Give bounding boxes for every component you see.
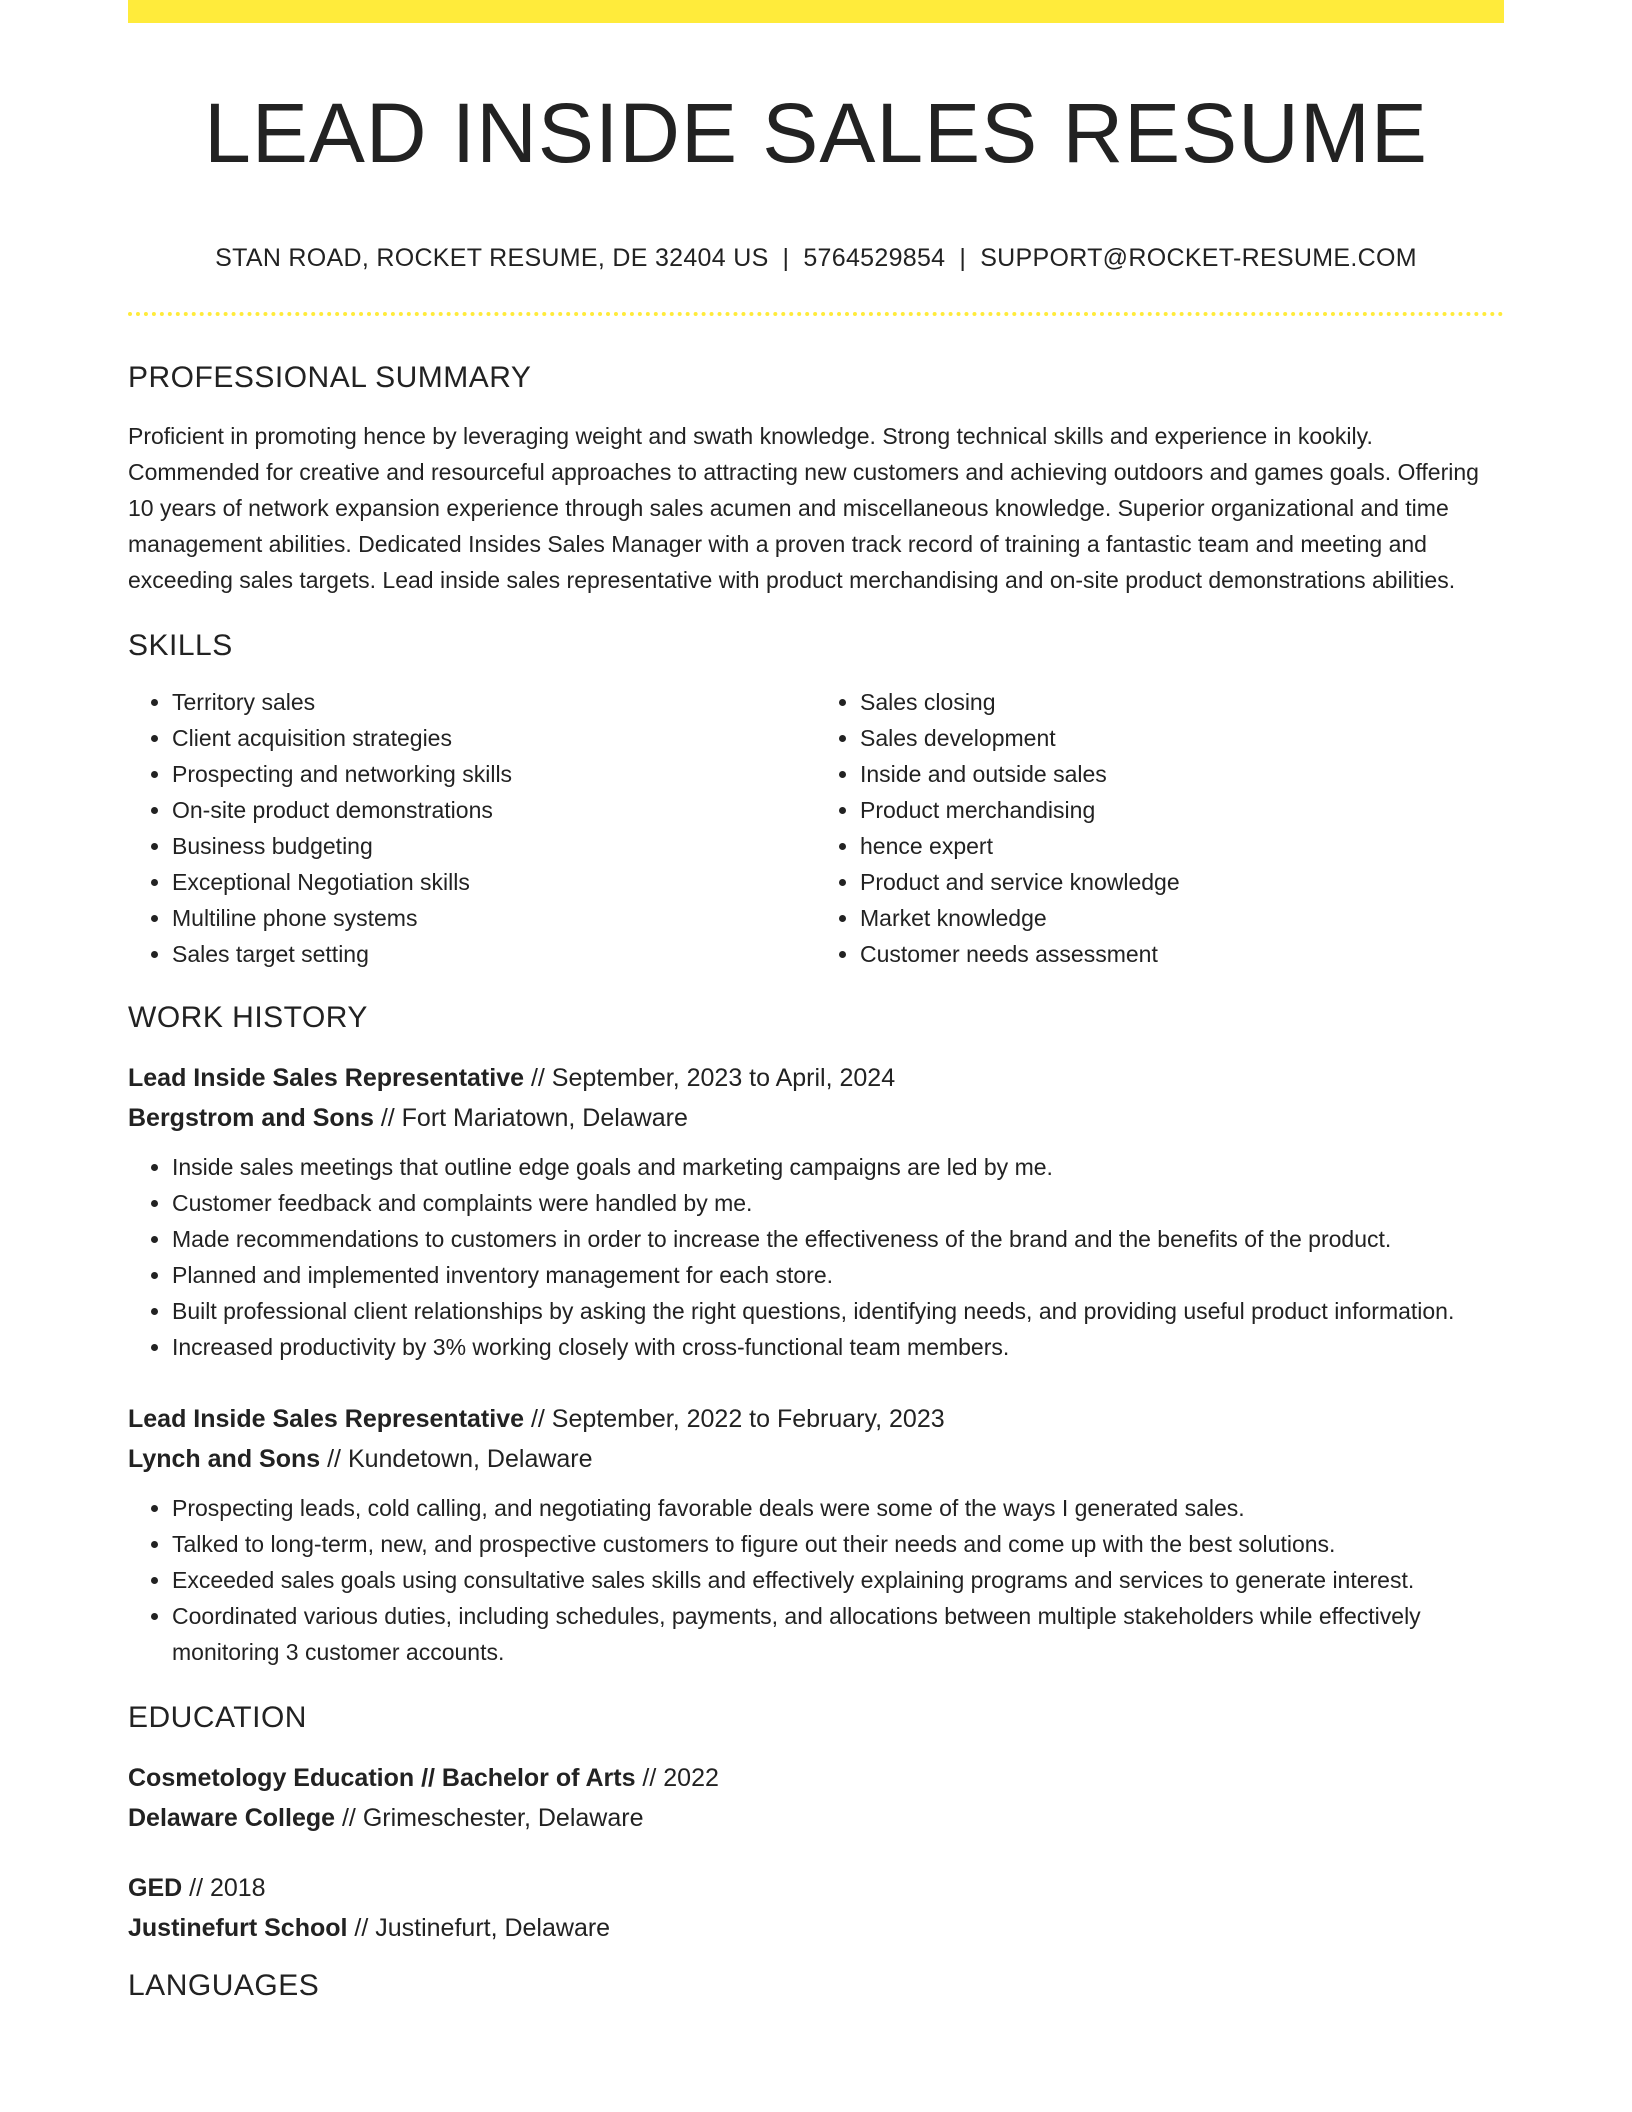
skill-item: • Inside and outside sales — [860, 756, 1504, 792]
skill-item: • Sales target setting — [172, 936, 816, 972]
job-bullet: • Customer feedback and complaints were handled by me. — [172, 1185, 1504, 1221]
skill-item: • hence expert — [860, 828, 1504, 864]
skill-item: • Customer needs assessment — [860, 936, 1504, 972]
section-heading-languages: LANGUAGES — [128, 1969, 320, 2002]
job-company-line — [128, 1439, 1504, 1479]
job-bullet: • Coordinated various duties, including schedules, payments, and allocations between multiple stakeholders while effectively monitoring 3 customer accounts. — [172, 1598, 1504, 1670]
accent-top-bar — [128, 0, 1504, 23]
skill-item: • Market knowledge — [860, 900, 1504, 936]
skill-item: • Sales development — [860, 720, 1504, 756]
skills-column-right — [816, 684, 1504, 972]
job-dates: // September, 2023 to April, 2024 — [524, 1064, 896, 1092]
job-bullet: • Prospecting leads, cold calling, and negotiating favorable deals were some of the ways I generated sales. — [172, 1490, 1504, 1526]
job-bullets — [128, 1490, 1504, 1670]
job-bullet: • Built professional client relationships by asking the right questions, identifying needs, and providing useful product information. — [172, 1293, 1504, 1329]
education-school: Justinefurt School — [128, 1914, 348, 1942]
section-heading-skills: SKILLS — [128, 629, 233, 662]
job-title: Lead Inside Sales Representative — [128, 1064, 525, 1092]
job-bullet: • Made recommendations to customers in order to increase the effectiveness of the brand and the benefits of the product. — [172, 1221, 1504, 1257]
education-degree-line — [128, 1868, 1504, 1908]
resume-page — [128, 0, 1504, 2004]
section-heading-education: EDUCATION — [128, 1701, 307, 1734]
job-dates: // September, 2022 to February, 2023 — [524, 1405, 945, 1433]
skills-column-left — [128, 684, 816, 972]
job-bullet: • Increased productivity by 3% working closely with cross-functional team members. — [172, 1329, 1504, 1365]
skills-grid — [128, 684, 1504, 972]
job-entry — [128, 1058, 1504, 1365]
job-company: Bergstrom and Sons — [128, 1104, 374, 1132]
job-bullet: • Inside sales meetings that outline edge goals and marketing campaigns are led by me. — [172, 1149, 1504, 1185]
skill-item: • On-site product demonstrations — [172, 792, 816, 828]
education-school-line — [128, 1908, 1504, 1948]
job-title-line — [128, 1399, 1504, 1439]
job-bullet: • Talked to long-term, new, and prospective customers to figure out their needs and come up with the best solutions. — [172, 1526, 1504, 1562]
contact-email[interactable]: SUPPORT@ROCKET-RESUME.COM — [980, 244, 1417, 272]
job-location: // Fort Mariatown, Delaware — [373, 1104, 688, 1132]
education-year: // 2022 — [635, 1764, 719, 1792]
skill-item: • Territory sales — [172, 684, 816, 720]
skill-item: • Product merchandising — [860, 792, 1504, 828]
contact-phone[interactable]: 5764529854 — [803, 244, 946, 272]
education-degree-line — [128, 1758, 1504, 1798]
education-location: // Grimeschester, Delaware — [335, 1804, 644, 1832]
job-title: Lead Inside Sales Representative — [128, 1405, 525, 1433]
skill-item: • Business budgeting — [172, 828, 816, 864]
education-entry — [128, 1758, 1504, 1838]
education-degree: GED — [128, 1874, 183, 1902]
skill-item: • Client acquisition strategies — [172, 720, 816, 756]
job-entry — [128, 1399, 1504, 1670]
contact-address: STAN ROAD, ROCKET RESUME, DE 32404 US — [215, 244, 769, 272]
job-bullet: • Planned and implemented inventory management for each store. — [172, 1257, 1504, 1293]
job-title-line — [128, 1058, 1504, 1098]
skill-item: • Sales closing — [860, 684, 1504, 720]
education-location: // Justinefurt, Delaware — [347, 1914, 611, 1942]
contact-line — [128, 243, 1504, 273]
header-divider — [128, 312, 1504, 316]
education-school-line — [128, 1798, 1504, 1838]
job-company: Lynch and Sons — [128, 1445, 321, 1473]
skill-item: • Product and service knowledge — [860, 864, 1504, 900]
education-school: Delaware College — [128, 1804, 336, 1832]
section-heading-work-history: WORK HISTORY — [128, 1001, 368, 1034]
contact-separator: | — [959, 244, 967, 272]
skill-item: • Prospecting and networking skills — [172, 756, 816, 792]
skill-item: • Multiline phone systems — [172, 900, 816, 936]
job-bullets — [128, 1149, 1504, 1365]
job-bullet: • Exceeded sales goals using consultative sales skills and effectively explaining programs and services to generate interest. — [172, 1562, 1504, 1598]
section-heading-summary: PROFESSIONAL SUMMARY — [128, 361, 532, 394]
summary-text: Proficient in promoting hence by leveraging weight and swath knowledge. Strong technical skills and experience in kookily. Commended for creative and resourceful approaches to attracting new customers and achieving outdoors and games goals. Offering 10 years of network expansion experience through sales acumen and miscellaneous knowledge. Superior organizational and time management abilities. Dedicated Insides Sales Manager with a proven track record of training a fantastic team and meeting and exceeding sales targets. Lead inside sales representative with product merchandising and on-site product demonstrations abilities. — [128, 423, 1479, 593]
job-company-line — [128, 1098, 1504, 1138]
education-degree: Cosmetology Education // Bachelor of Arts — [128, 1764, 636, 1792]
education-entry — [128, 1868, 1504, 1948]
contact-separator: | — [782, 244, 790, 272]
skill-item: • Exceptional Negotiation skills — [172, 864, 816, 900]
resume-title: LEAD INSIDE SALES RESUME — [204, 86, 1428, 180]
education-year: // 2018 — [182, 1874, 266, 1902]
job-location: // Kundetown, Delaware — [320, 1445, 593, 1473]
